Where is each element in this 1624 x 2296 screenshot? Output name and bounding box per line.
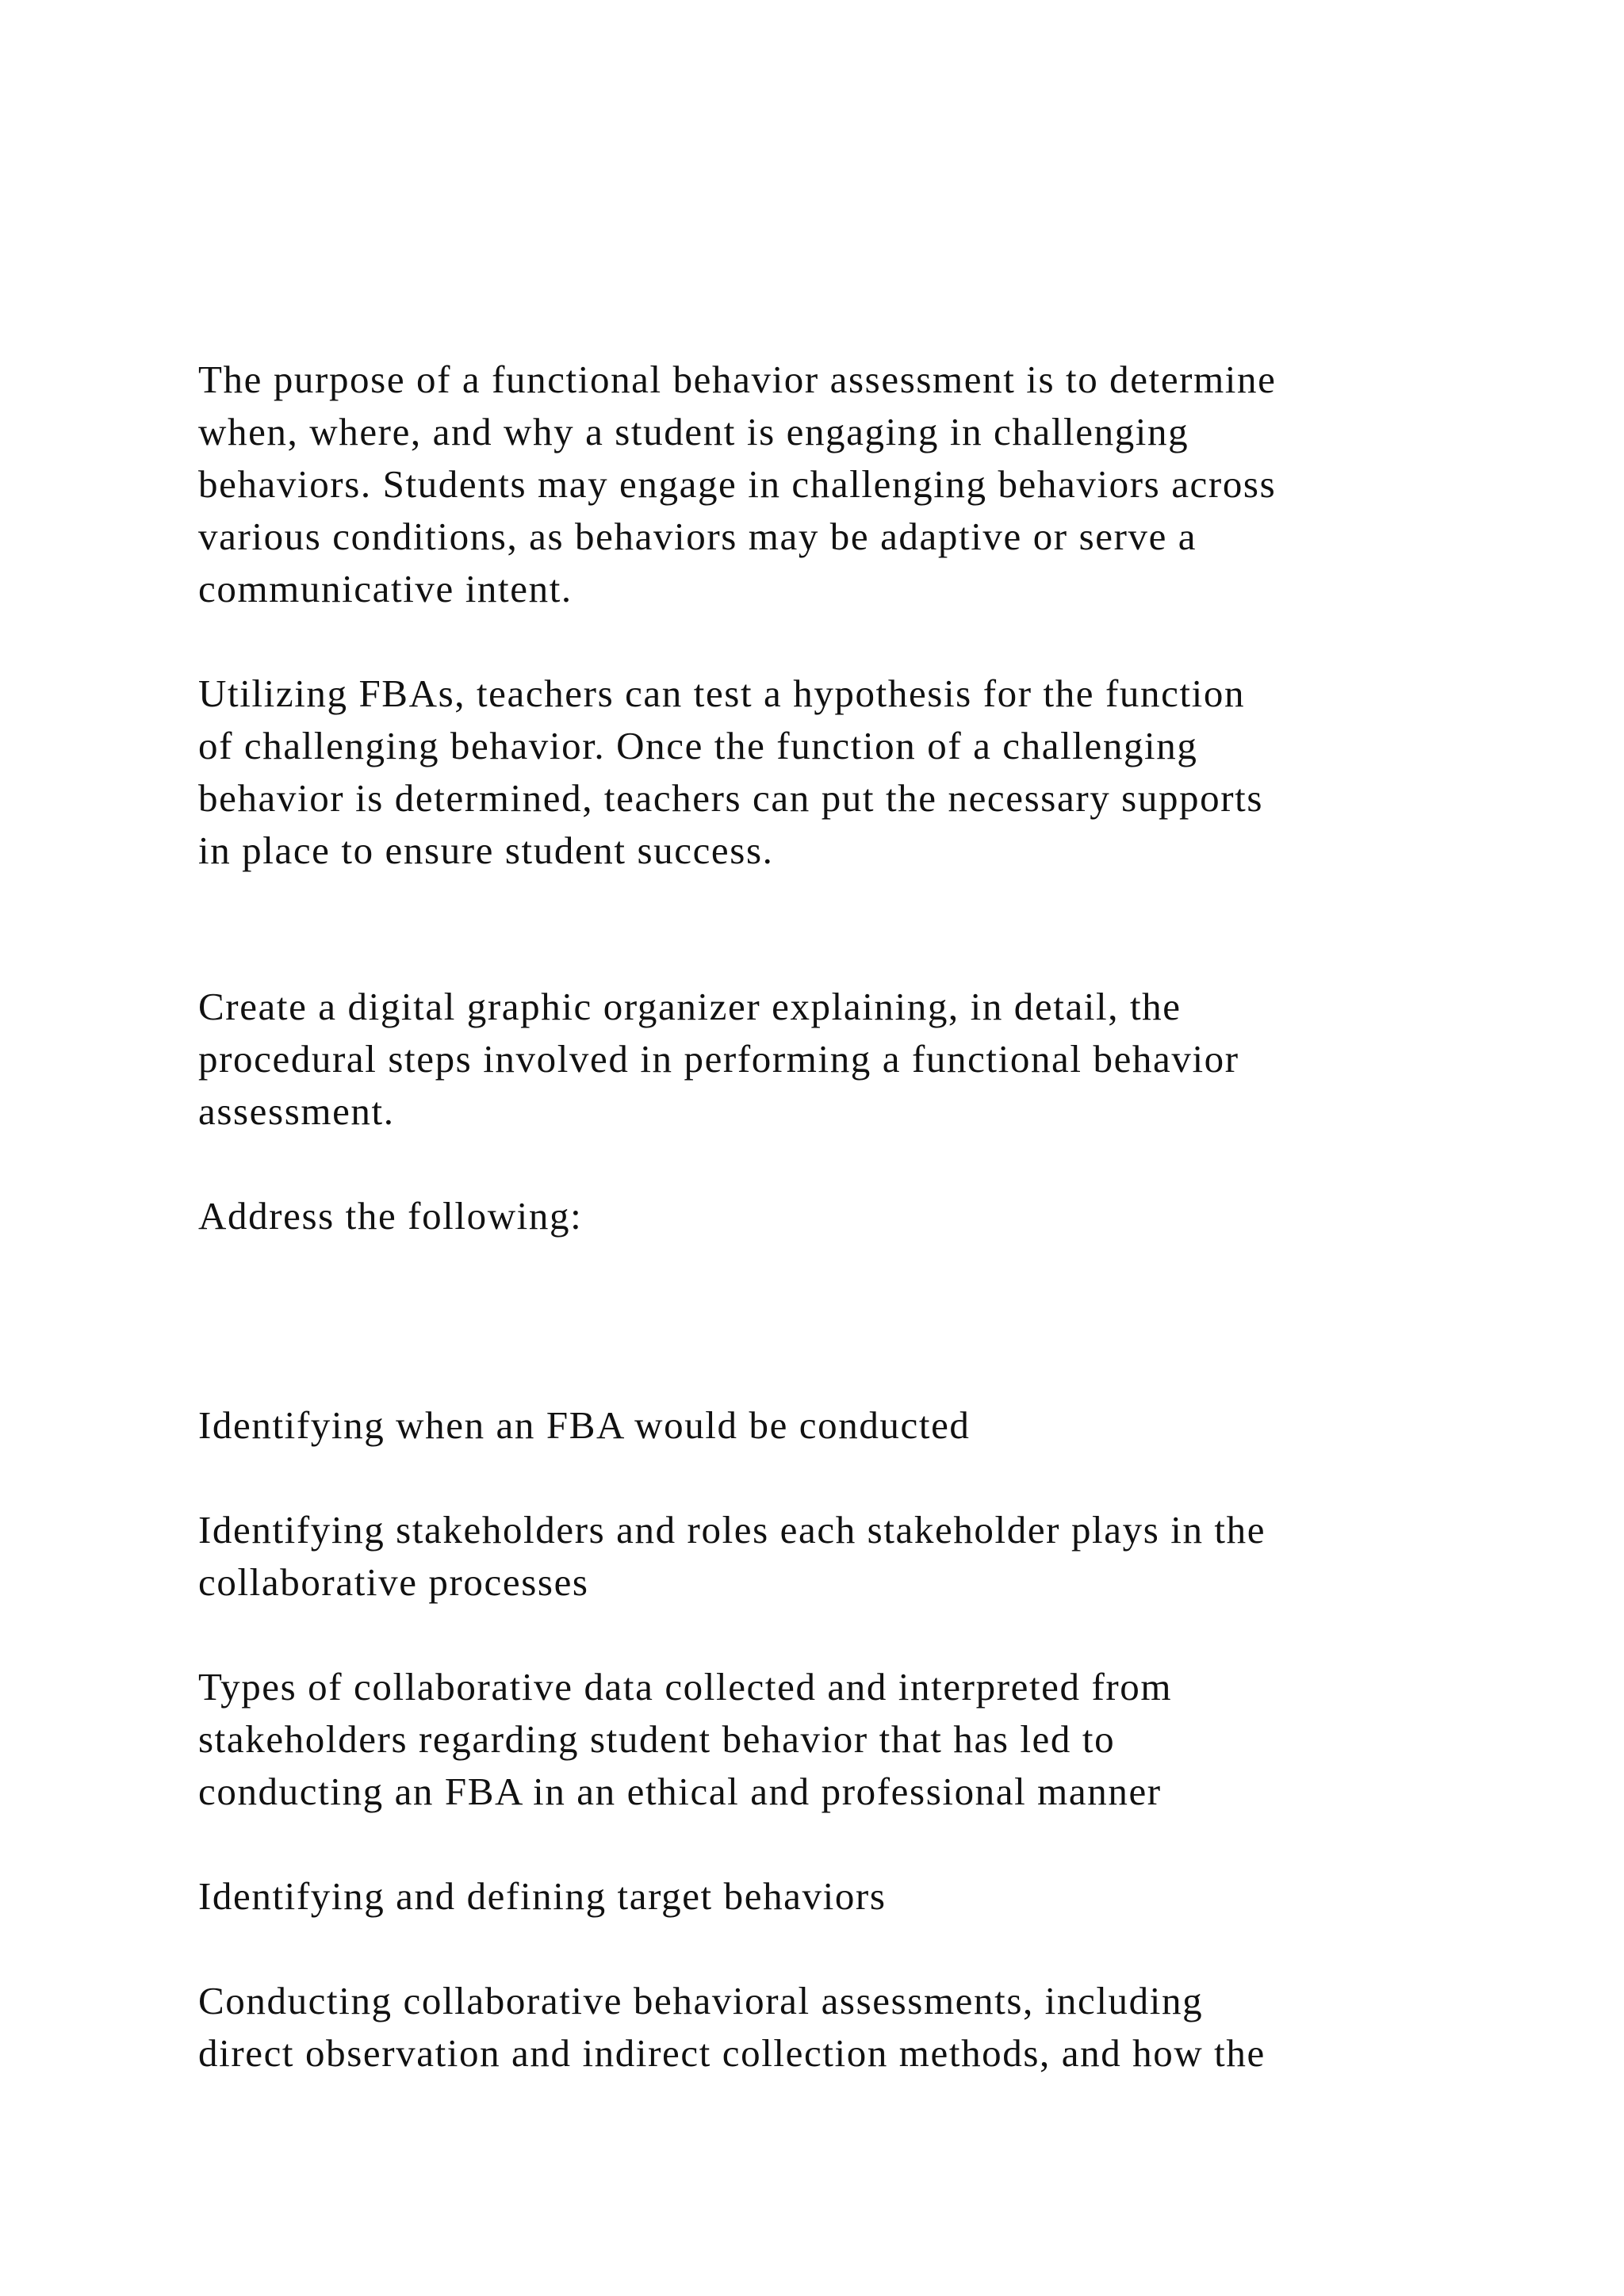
text-line: various conditions, as behaviors may be adaptive or serve a <box>198 515 1197 558</box>
text-line: conducting an FBA in an ethical and professional manner <box>198 1770 1162 1813</box>
text-line: collaborative processes <box>198 1560 589 1604</box>
text-line: behaviors. Students may engage in challenging behaviors across <box>198 462 1277 506</box>
text-line: communicative intent. <box>198 567 573 610</box>
text-line: assessment. <box>198 1089 395 1133</box>
text-line: Create a digital graphic organizer explaining, in detail, the <box>198 985 1182 1028</box>
text-line: Identifying when an FBA would be conducted <box>198 1403 971 1447</box>
text-line: in place to ensure student success. <box>198 828 774 872</box>
text-line: Conducting collaborative behavioral assessments, including <box>198 1979 1204 2022</box>
intro-paragraph-fba-usage <box>198 668 1263 877</box>
text-line: direct observation and indirect collection methods, and how the <box>198 2031 1266 2075</box>
text-line: behavior is determined, teachers can put the necessary supports <box>198 776 1264 820</box>
text-line: Utilizing FBAs, teachers can test a hypothesis for the function <box>198 672 1246 715</box>
task-paragraph-address <box>198 1190 582 1242</box>
text-line: stakeholders regarding student behavior that has led to <box>198 1717 1116 1761</box>
list-item-stakeholders <box>198 1504 1266 1609</box>
text-line: of challenging behavior. Once the function of a challenging <box>198 724 1198 767</box>
text-line: Types of collaborative data collected and interpreted from <box>198 1665 1173 1709</box>
list-item-assessments <box>198 1975 1266 2080</box>
text-line: Address the following: <box>198 1194 583 1238</box>
text-line: when, where, and why a student is engaging in challenging <box>198 410 1189 453</box>
task-paragraph-instructions <box>198 981 1239 1138</box>
list-item-when-fba <box>198 1399 971 1452</box>
text-line: Identifying stakeholders and roles each stakeholder plays in the <box>198 1508 1266 1552</box>
text-line: The purpose of a functional behavior assessment is to determine <box>198 358 1277 401</box>
list-item-data-types <box>198 1661 1172 1818</box>
list-item-target-behaviors <box>198 1870 887 1923</box>
intro-paragraph-purpose <box>198 354 1276 615</box>
text-line: Identifying and defining target behaviors <box>198 1874 887 1918</box>
text-line: procedural steps involved in performing a functional behavior <box>198 1037 1239 1081</box>
